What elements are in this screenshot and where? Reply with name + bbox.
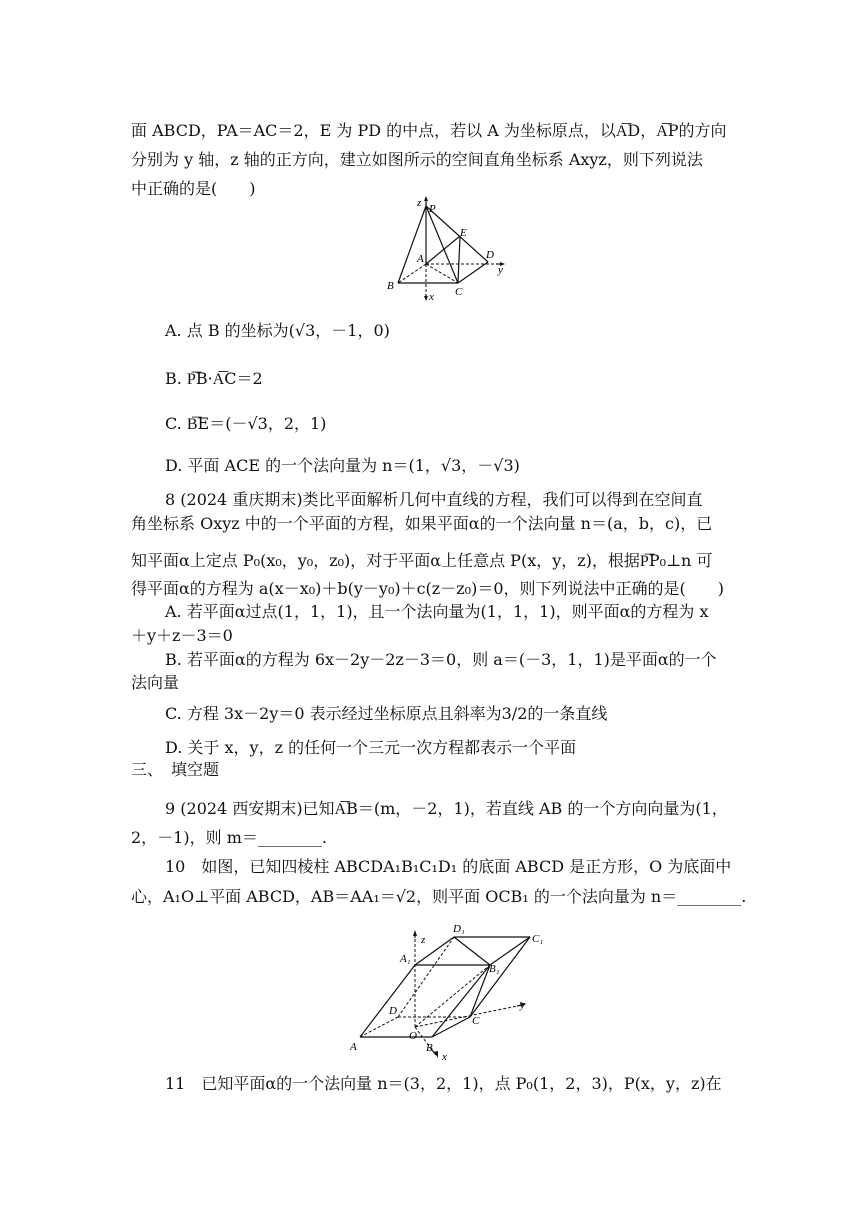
- label-z: z: [421, 934, 426, 946]
- edge-CD: [458, 262, 488, 283]
- q9-line-2: 2，－1)，则 m＝________.: [131, 828, 327, 847]
- q7-option-b: B. P͞B·A͞C＝2: [165, 369, 263, 388]
- q7-option-c: C. B͞E＝(－√3，2，1): [165, 414, 327, 433]
- label-A: A: [350, 1041, 357, 1053]
- q8-option-b-1: B. 若平面α的方程为 6x－2y－2z－3＝0，则 a＝(－3，1，1)是平面α的一个: [165, 650, 717, 669]
- label-C1: C₁: [532, 933, 544, 945]
- label-O: O: [409, 1030, 417, 1042]
- q8-option-b-2: 法向量: [131, 673, 180, 692]
- label-C: C: [455, 286, 463, 298]
- q8-option-c: C. 方程 3x－2y＝0 表示经过坐标原点且斜率为3/2的一条直线: [165, 704, 608, 723]
- q8-option-d: D. 关于 x，y，z 的任何一个三元一次方程都表示一个平面: [165, 738, 577, 757]
- q7-option-a: A. 点 B 的坐标为(√3，－1，0): [165, 321, 390, 340]
- q7-option-d: D. 平面 ACE 的一个法向量为 n＝(1，√3，－√3): [165, 456, 520, 475]
- section-heading: 三、 填空题: [131, 762, 220, 779]
- q8-option-a-1: A. 若平面α过点(1，1，1)，且一个法向量为(1，1，1)，则平面α的方程为 x: [165, 602, 709, 621]
- label-A1: A₁: [400, 953, 411, 965]
- prism-figure: [342, 920, 554, 1060]
- label-y: y: [520, 999, 525, 1011]
- label-z: z: [417, 197, 422, 209]
- label-B: B: [387, 280, 394, 292]
- q10-line-1: 10 如图，已知四棱柱 ABCDA₁B₁C₁D₁ 的底面 ABCD 是正方形，O 为底面中: [165, 857, 732, 876]
- label-B: B: [426, 1042, 433, 1054]
- label-A: A: [417, 253, 424, 265]
- label-D1: D₁: [453, 923, 465, 935]
- q8-line-4: 得平面α的方程为 a(x－x₀)＋b(y－y₀)＋c(z－z₀)＝0，则下列说法中正确的是( ): [131, 579, 724, 598]
- label-D: D: [389, 1005, 397, 1017]
- q8-line-3: 知平面α上定点 P₀(x₀，y₀，z₀)，对于平面α上任意点 P(x，y，z)，根据P͞P₀⊥n 可: [131, 551, 713, 570]
- label-x: x: [429, 291, 434, 302]
- q7-line-3: 中正确的是( ): [131, 179, 256, 198]
- q8-line-1: 8 (2024 重庆期末)类比平面解析几何中直线的方程，我们可以得到在空间直: [165, 490, 703, 509]
- q11-line-1: 11 已知平面α的一个法向量 n＝(3，2，1)，点 P₀(1，2，3)，P(x，y，z)在: [165, 1074, 722, 1093]
- label-x: x: [442, 1051, 447, 1060]
- q9-line-1: 9 (2024 西安期末)已知A͞B＝(m，－2，1)，若直线 AB 的一个方向向量为(1，: [165, 799, 728, 818]
- edge-PC: [426, 206, 458, 283]
- pyramid-figure: [378, 196, 518, 302]
- q8-line-2: 角坐标系 Oxyz 中的一个平面的方程，如果平面α的一个法向量 n＝(a，b，c)，已: [131, 514, 713, 533]
- q7-line-1: 面 ABCD，PA＝AC＝2，E 为 PD 的中点，若以 A 为坐标原点，以A͞D，A͞P的方向: [131, 121, 727, 140]
- label-C: C: [472, 1015, 480, 1027]
- label-P: P: [429, 203, 436, 215]
- edge-AE: [426, 236, 460, 264]
- edge-PB: [398, 206, 426, 283]
- label-E: E: [460, 227, 467, 239]
- label-B1: B₁: [489, 963, 500, 975]
- q10-line-2: 心，A₁O⊥平面 ABCD，AB＝AA₁＝√2，则平面 OCB₁ 的一个法向量为 n＝________.: [131, 887, 747, 906]
- edge-CE: [458, 236, 460, 283]
- q7-line-2: 分别为 y 轴，z 轴的正方向，建立如图所示的空间直角坐标系 Axyz，则下列说法: [131, 150, 703, 169]
- label-y: y: [498, 264, 503, 276]
- q8-option-a-2: ＋y＋z－3＝0: [131, 626, 233, 645]
- label-D: D: [486, 249, 494, 261]
